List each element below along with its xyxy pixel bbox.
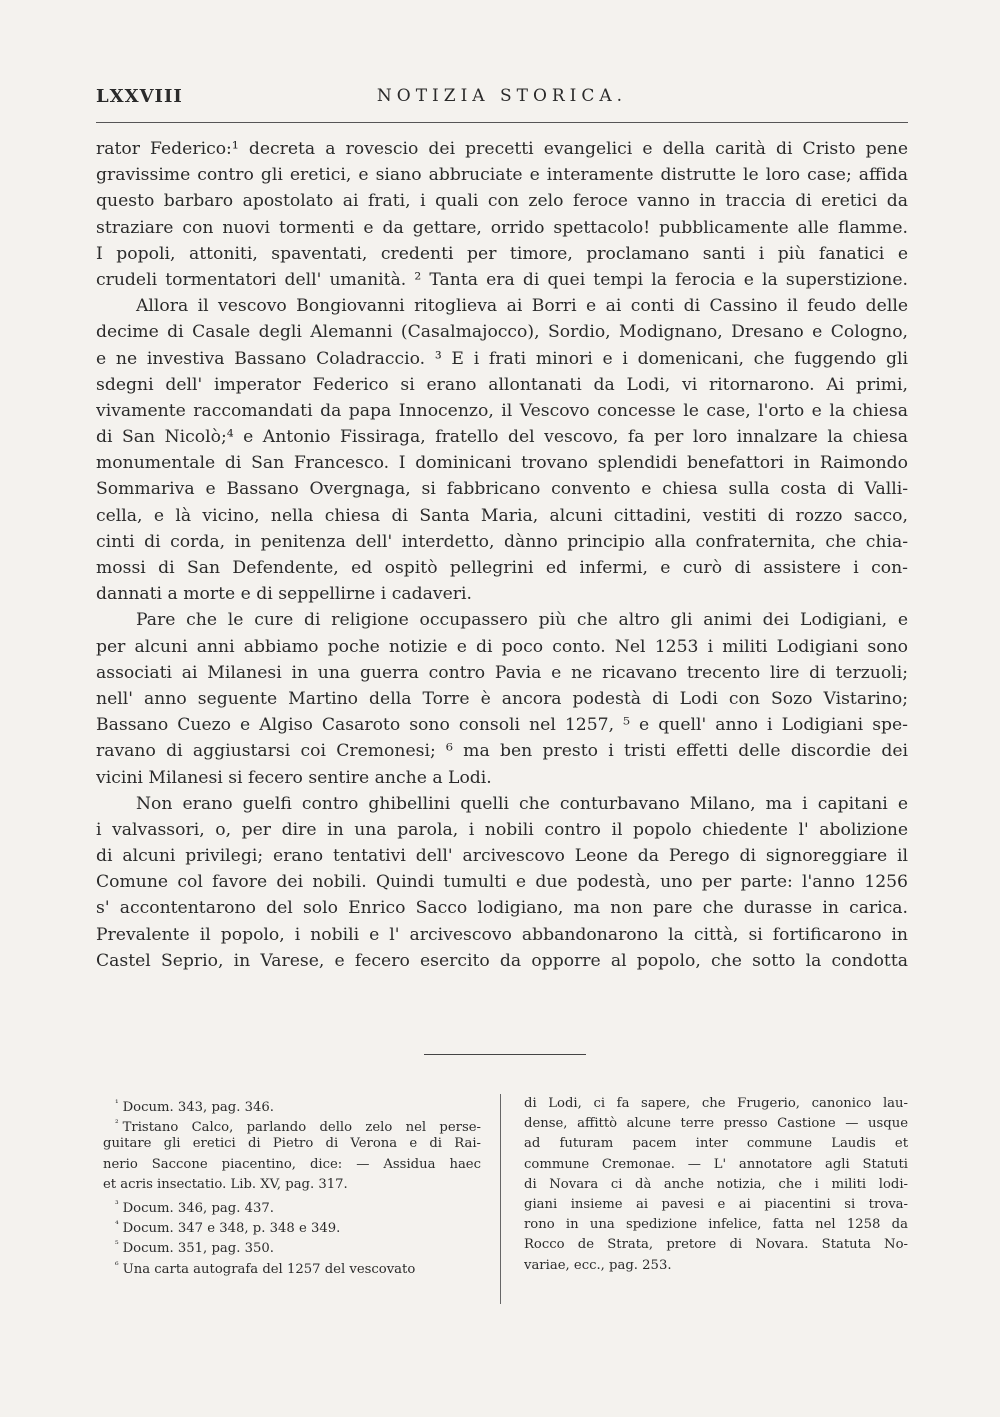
text-line: s' accontentarono del solo Enrico Sacco lodigiano, ma non pare che durasse in carica.	[96, 898, 908, 919]
text-line: associati ai Milanesi in una guerra contro Pavia e ne ricavano trecento lire di terzuoli;	[96, 662, 908, 683]
text-line: cella, e là vicino, nella chiesa di Santa Maria, alcuni cittadini, vestiti di rozzo sacco,	[96, 505, 908, 526]
footnote-line: Rocco de Strata, pretore di Novara. Statuta No-	[524, 1237, 908, 1253]
footnote-column-divider	[500, 1094, 501, 1304]
footnote-line	[103, 1256, 481, 1276]
main-text	[96, 136, 908, 974]
page-number: LXXVIII	[96, 86, 183, 107]
text-line: Comune col favore dei nobili. Quindi tumulti e due podestà, uno per parte: l'anno 1256	[96, 872, 908, 893]
text-line: Prevalente il popolo, i nobili e l' arcivescovo abbandonarono la città, si fortificarono in	[96, 924, 908, 945]
text-line: e ne investiva Bassano Coladraccio. ³ E i frati minori e i domenicani, che fuggendo gli	[96, 348, 908, 369]
text-line: mossi di San Defendente, ed ospitò pellegrini ed infermi, e curò di assistere i con-	[96, 558, 908, 578]
text-line: I popoli, attoniti, spaventati, credenti per timore, proclamano santi i più fanatici e	[96, 243, 908, 264]
text-line: questo barbaro apostolato ai frati, i quali con zelo feroce vanno in traccia di eretici da	[96, 191, 908, 212]
text-line: sdegni dell' imperator Federico si erano allontanati da Lodi, vi ritornarono. Ai primi,	[96, 374, 908, 395]
text-line: straziare con nuovi tormenti e da gettare, orrido spettacolo! pubblicamente alle flamme.	[96, 217, 908, 238]
text-line: Non erano guelfi contro ghibellini quelli che conturbavano Milano, ma i capitani e	[136, 793, 908, 814]
text-line: i valvassori, o, per dire in una parola, i nobili contro il popolo chiedente l' abolizione	[96, 819, 908, 840]
footnote-line	[103, 1094, 481, 1114]
text-line: crudeli tormentatori dell' umanità. ² Tanta era di quei tempi la ferocia e la superstizione.	[96, 269, 908, 290]
text-line: nell' anno seguente Martino della Torre è ancora podestà di Lodi con Sozo Vistarino;	[96, 688, 908, 709]
footnote-line: guitare gli eretici di Pietro di Verona e di Rai-	[103, 1136, 481, 1152]
footnote-line	[103, 1235, 481, 1255]
text-line: di San Nicolò;⁴ e Antonio Fissiraga, fratello del vescovo, fa per loro innalzare la chiesa	[96, 427, 908, 448]
footnote-number: ⁴	[115, 1220, 119, 1231]
footnote-text: Una carta autografa del 1257 del vescovato	[122, 1261, 416, 1276]
footnote-line: di Lodi, ci fa sapere, che Frugerio, canonico lau-	[524, 1096, 908, 1111]
text-line: Pare che le cure di religione occupassero più che altro gli animi dei Lodigiani, e	[136, 610, 908, 631]
footnote-line: giani insieme ai pavesi e ai piacentini si trova-	[524, 1196, 908, 1212]
footnotes-left-column	[103, 1094, 481, 1276]
text-line: decime di Casale degli Alemanni (Casalmajocco), Sordio, Modignano, Dresano e Cologno,	[96, 322, 908, 343]
footnote-text: Tristano Calco, parlando dello zelo nel perse-	[122, 1120, 481, 1135]
text-line: Castel Seprio, in Varese, e fecero esercito da opporre al popolo, che sotto la condotta	[96, 950, 908, 971]
header-rule	[96, 122, 908, 123]
footnote-separator	[424, 1054, 586, 1055]
footnote-line: et acris insectatio. Lib. XV, pag. 317.	[103, 1176, 348, 1192]
running-title: NOTIZIA STORICA.	[376, 86, 628, 106]
footnotes-right-column	[524, 1094, 908, 1276]
text-line: ravano di aggiustarsi coi Cremonesi; ⁶ ma ben presto i tristi effetti delle discordie dei	[96, 741, 908, 762]
text-line: gravissime contro gli eretici, e siano abbruciate e interamente distrutte le loro case; affida	[96, 165, 908, 186]
footnote-line	[103, 1195, 481, 1215]
text-line: Allora il vescovo Bongiovanni ritoglieva ai Borri e ai conti di Cassino il feudo delle	[136, 296, 908, 317]
footnote-text: Docum. 347 e 348, p. 348 e 349.	[122, 1221, 341, 1236]
footnote-number: ⁵	[115, 1240, 119, 1251]
text-line: Bassano Cuezo e Algiso Casaroto sono consoli nel 1257, ⁵ e quell' anno i Lodigiani spe-	[96, 715, 908, 736]
text-line: vicini Milanesi si fecero sentire anche a Lodi.	[96, 767, 492, 788]
footnote-line: di Novara ci dà anche notizia, che i militi lodi-	[524, 1176, 908, 1192]
text-line: cinti di corda, in penitenza dell' interdetto, dànno principio alla confraternita, che chia-	[96, 531, 908, 552]
footnote-line: dense, affittò alcune terre presso Castione — usque	[524, 1116, 908, 1132]
page-header	[96, 86, 908, 116]
footnote-line: nerio Saccone piacentino, dice: — Assidua haec	[103, 1156, 481, 1172]
footnote-number: ⁶	[115, 1260, 119, 1271]
text-line: dannati a morte e di seppellirne i cadaveri.	[96, 584, 472, 605]
text-line: monumentale di San Francesco. I dominicani trovano splendidi benefattori in Raimondo	[96, 453, 908, 474]
footnote-number: ³	[115, 1199, 119, 1210]
footnote-text: Docum. 343, pag. 346.	[122, 1100, 274, 1115]
footnote-text: Docum. 346, pag. 437.	[122, 1200, 274, 1216]
footnote-text: Docum. 351, pag. 350.	[122, 1241, 274, 1256]
footnote-number: ¹	[115, 1099, 119, 1109]
footnote-line	[103, 1114, 481, 1134]
text-line: Sommariva e Bassano Overgnaga, si fabbricano convento e chiesa sulla costa di Valli-	[96, 479, 908, 500]
footnote-number: ²	[115, 1119, 119, 1130]
footnote-line	[103, 1215, 481, 1235]
text-line: rator Federico:¹ decreta a rovescio dei precetti evangelici e della carità di Cristo pene	[96, 139, 908, 159]
footnote-line: commune Cremonae. — L' annotatore agli Statuti	[524, 1156, 908, 1172]
footnote-line: rono in una spedizione infelice, fatta nel 1258 da	[524, 1217, 908, 1233]
footnote-line: ad futuram pacem inter commune Laudis et	[524, 1136, 908, 1152]
text-line: per alcuni anni abbiamo poche notizie e di poco conto. Nel 1253 i militi Lodigiani sono	[96, 636, 908, 657]
text-line: vivamente raccomandati da papa Innocenzo, il Vescovo concesse le case, l'orto e la chiesa	[96, 400, 908, 421]
footnote-line: variae, ecc., pag. 253.	[524, 1257, 672, 1273]
text-line: di alcuni privilegi; erano tentativi dell' arcivescovo Leone da Perego di signoreggiare il	[96, 846, 908, 867]
